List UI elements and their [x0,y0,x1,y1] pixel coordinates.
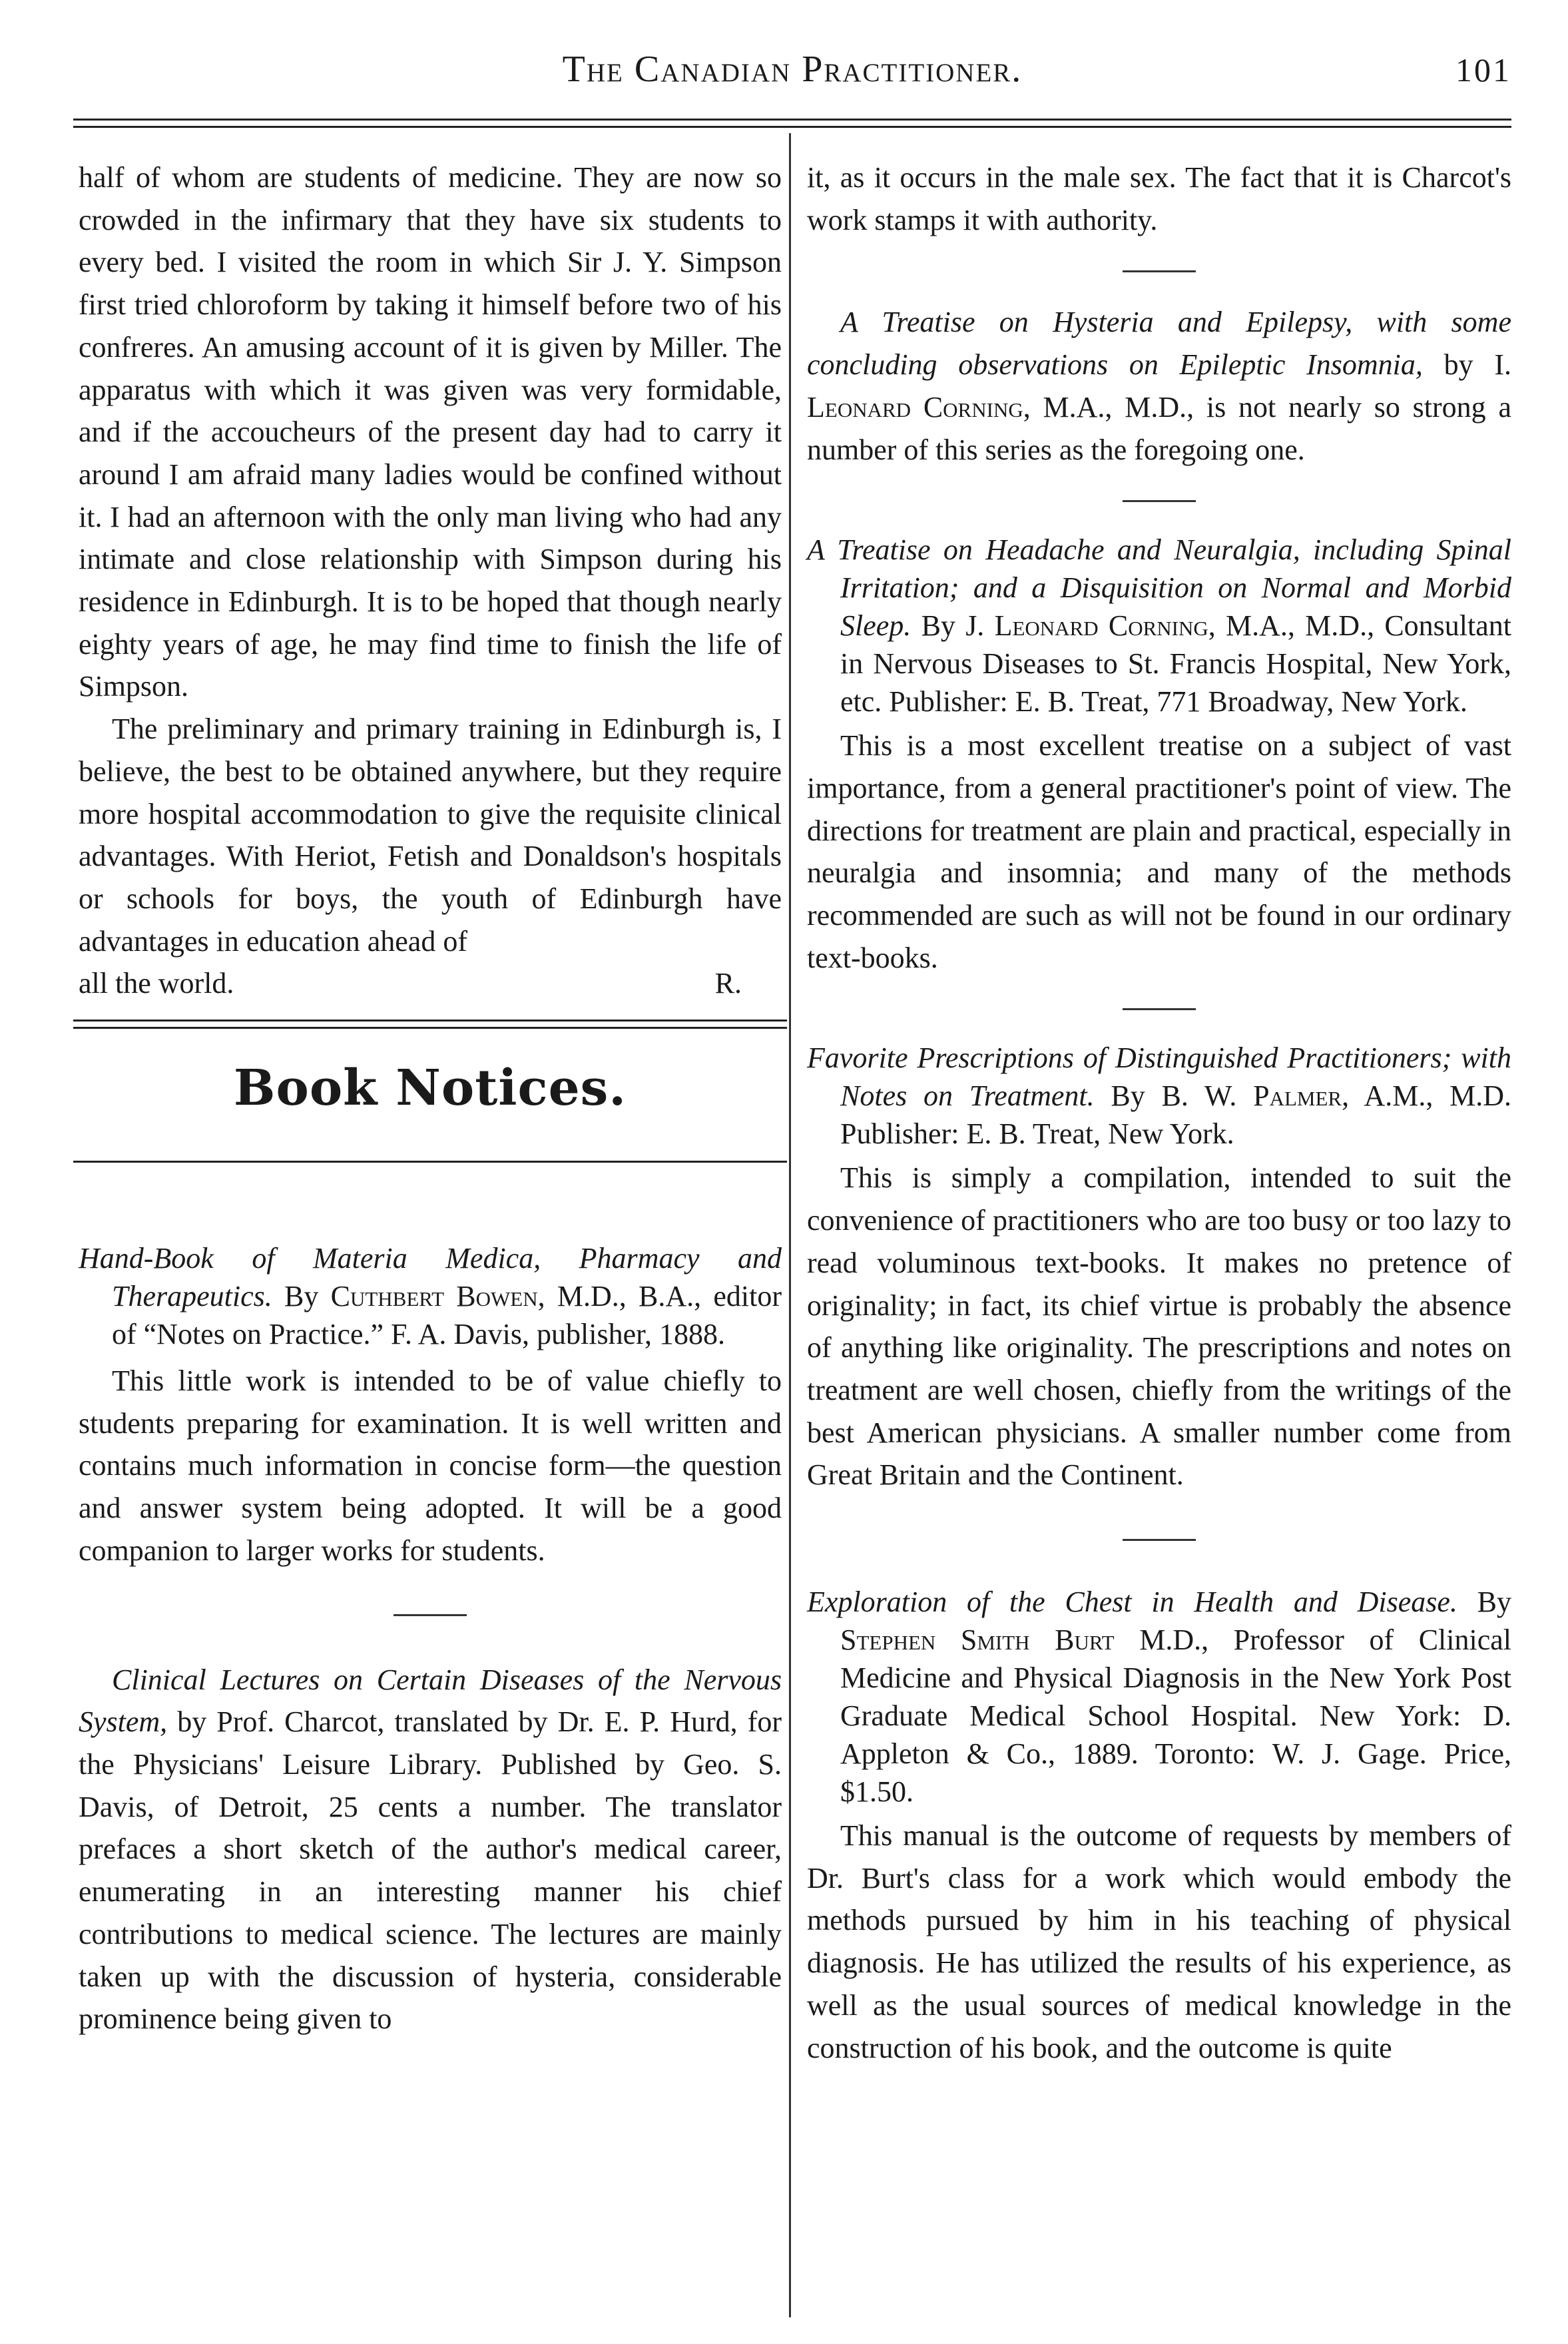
journal-title: The Canadian Practitioner. [562,49,1023,90]
notice-author: Stephen Smith Burt [840,1623,1115,1657]
notice-by: By [1477,1586,1511,1619]
section-rule-top [73,1020,787,1029]
page-number: 101 [1455,51,1511,89]
notice-headache-neuralgia [807,531,1511,979]
notice-by: By [921,609,955,643]
notice-handbook-materia-medica [79,1239,782,1572]
charcot-continuation: it, as it occurs in the male sex. The fact that it is Charcot's work stamps it with authority. [807,161,1511,236]
notice-heading [807,531,1511,721]
letter-last-line: all the world. [79,967,234,1000]
notice-title: Hand-Book of Materia Medica, Pharmacy and Therapeutics. [79,1242,782,1313]
notice-title: A Treatise on Headache and Neuralgia, including Spinal Irritation; and a Disquisition on Normal and Morbid Sleep. [807,533,1511,643]
notice-details: , M.A., M.D., is not nearly so strong a number of this series as the foregoing one. [807,390,1511,466]
notice-details: M.D., Professor of Clinical Medicine and Physical Diagnosis in the New York Post Graduate Medical School Hospital. New York: D. Appleton & Co., 1889. Toronto: W. J. Gage. Price, $1.50. [840,1623,1511,1809]
left-column [79,156,782,2040]
section-heading: Book Notices. [233,1059,627,1117]
right-column [807,156,1511,2069]
notice-heading [807,1583,1511,1811]
notice-body: This manual is the outcome of requests by members of Dr. Burt's class for a work which would embody the methods pursued by him in his teaching of physical diagnosis. He has utilized the results of his experience, as well as the usual sources of medical knowledge in the construction of his book, and the outcome is quite [807,1819,1511,2064]
notice-charcot-lectures [79,1659,782,2040]
separator [807,241,1511,301]
notice-body [79,1659,782,2040]
notice-hysteria-epilepsy [807,301,1511,471]
notice-author: I. Leonard Corning [807,348,1512,424]
notice-by: By [284,1280,319,1313]
separator [807,979,1511,1039]
letter-signature: R. [714,967,742,1000]
notice-details: , M.D., B.A., editor of “Notes on Practice.” F. A. Davis, publisher, 1888. [112,1280,782,1351]
notice-body: This little work is intended to be of value chiefly to students preparing for examination. It is well written and contains much information in concise form—the question and answer system being adopted. It will be a good companion to larger works for students. [79,1364,782,1567]
letter-closing [79,962,782,1005]
letter-paragraph-1: half of whom are students of medicine. They are now so crowded in the infirmary that they have six students to every bed. I visited the room in which Sir J. Y. Simpson first tried chloroform by taking it himself before two of his confreres. An amusing account of it is given by Miller. The apparatus with which it was given was very formidable, and if the accoucheurs of the present day had to carry it around I am afraid many ladies would be confined without it. I had an afternoon with the only man living who had any intimate and close relationship with Simpson during his residence in Edinburgh. It is to be hoped that though nearly eighty years of age, he may find time to finish the life of Simpson. [79,161,782,703]
notice-body: This is a most excellent treatise on a subject of vast importance, from a general practitioner's point of view. The directions for treatment are plain and practical, especially in neuralgia and insomnia; and many of the methods recommended are such as will not be found in our ordinary text-books. [807,729,1511,974]
separator [79,1572,782,1659]
page-header [73,41,1511,115]
letter-paragraph-2: The preliminary and primary training in Edinburgh is, I believe, the best to be obtained anywhere, but they require more hospital accommodation to give the requisite clinical advantages. With Heriot, Fetish and Donaldson's hospitals or schools for boys, the youth of Edinburgh have advantages in education ahead of [79,713,782,958]
separator [807,471,1511,531]
notice-details: , A.M., M.D. Publisher: E. B. Treat, New York. [840,1079,1512,1151]
notice-by: By [1111,1079,1145,1113]
notice-body: This is simply a compilation, intended to suit the convenience of practitioners who are too busy or too lazy to read voluminous text-books. It makes no pretence of originality; in fact, its chief virtue is probably the absence of anything like originality. The prescriptions and notes on treatment are well chosen, chiefly from the writings of the best American physicians. A smaller number come from Great Britain and the Continent. [807,1161,1511,1492]
notice-title: Clinical Lectures on Certain Diseases of the Nervous System, [79,1663,782,1739]
notice-favorite-prescriptions [807,1039,1511,1496]
notice-details: , M.A., M.D., Consultant in Nervous Diseases to St. Francis Hospital, New York, etc. Publisher: E. B. Treat, 771 Broadway, New York. [840,609,1512,719]
notice-text: by Prof. Charcot, translated by Dr. E. P. Hurd, for the Physicians' Leisure Library. Published by Geo. S. Davis, of Detroit, 25 cents a number. The translator prefaces a short sketch of the author's medical career, enumerating in an interesting manner his chief contributions to medical science. The lectures are mainly taken up with the discussion of hysteria, considerable prominence being given to [79,1705,782,2036]
notice-title: A Treatise on Hysteria and Epilepsy, with some concluding observations on Epileptic Insomnia, [807,306,1511,382]
book-notices-header [79,1020,782,1199]
column-divider [789,133,791,2317]
section-rule-bottom [73,1161,787,1163]
separator [807,1496,1511,1583]
notice-author: B. W. Palmer [1161,1079,1342,1113]
notice-title: Exploration of the Chest in Health and Disease. [807,1586,1457,1619]
notice-by: by [1443,348,1473,382]
notice-body [807,301,1511,471]
header-rule [73,119,1511,128]
notice-author: J. Leonard Corning [965,609,1208,643]
notice-exploration-chest [807,1583,1511,2069]
notice-title: Favorite Prescriptions of Distinguished Practitioners; with Notes on Treatment. [807,1041,1511,1113]
notice-author: Cuthbert Bowen [330,1280,538,1313]
notice-heading [807,1039,1511,1153]
notice-heading [79,1239,782,1353]
